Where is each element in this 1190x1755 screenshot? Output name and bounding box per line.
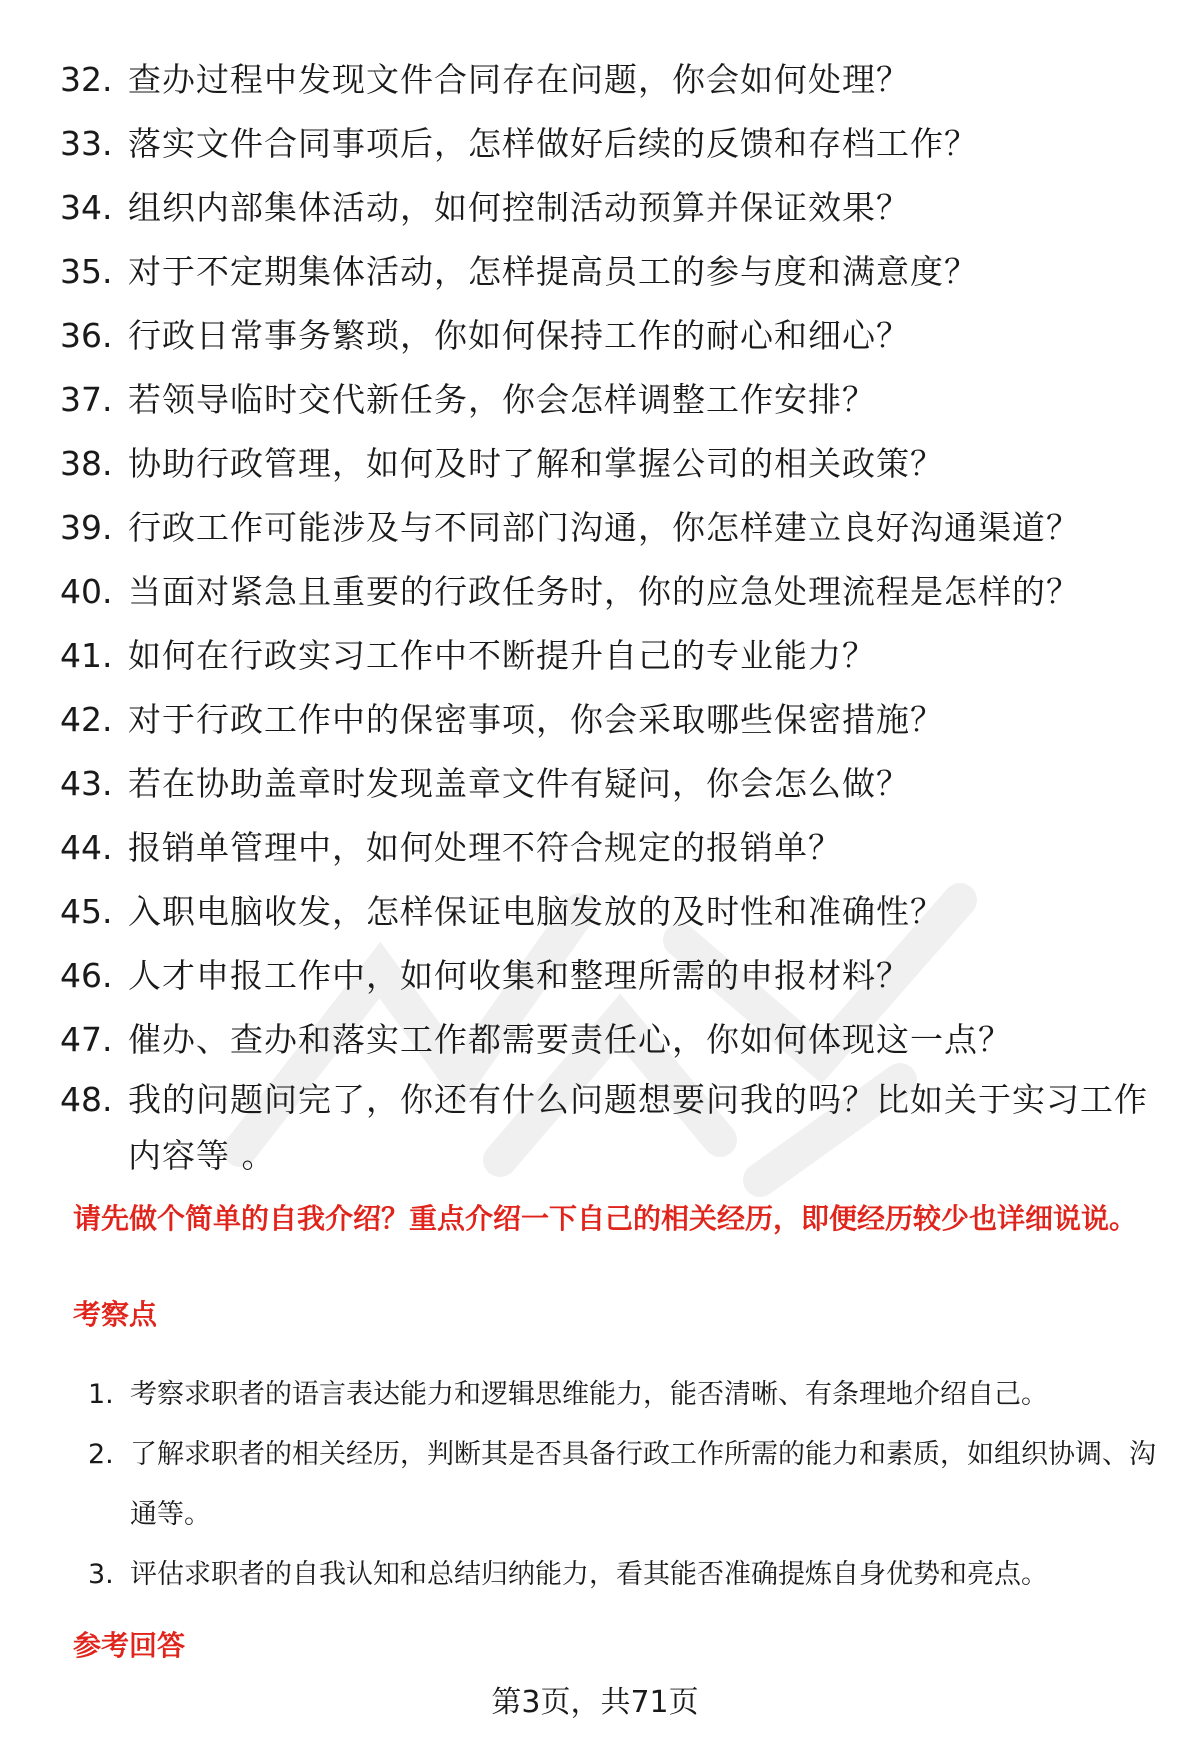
list-item [60,1072,1150,1184]
list-item [60,496,1150,560]
assessment-title: 考察点 [73,1298,158,1331]
list-item [60,688,1150,752]
question-text: 行政工作可能涉及与不同部门沟通，你怎样建立良好沟通渠道？ [128,508,1080,547]
point-text: 了解求职者的相关经历，判断其是否具备行政工作所需的能力和素质，如组织协调、沟通等。 [130,1439,1156,1530]
list-item [88,1425,1168,1545]
list-item [60,944,1150,1008]
question-number: 37. [60,380,113,419]
question-text: 查办过程中发现文件合同存在问题，你会如何处理？ [128,60,910,99]
list-item [60,112,1150,176]
question-number: 45. [60,892,113,931]
list-item [60,1008,1150,1072]
question-text: 入职电脑收发，怎样保证电脑发放的及时性和准确性？ [128,892,944,931]
question-text: 行政日常事务繁琐，你如何保持工作的耐心和细心？ [128,316,910,355]
point-number: 3. [88,1559,114,1590]
question-number: 35. [60,252,113,291]
question-number: 47. [60,1020,113,1059]
question-number: 43. [60,764,113,803]
question-number: 34. [60,188,113,227]
list-item [60,240,1150,304]
question-text: 组织内部集体活动，如何控制活动预算并保证效果？ [128,188,910,227]
question-text: 若在协助盖章时发现盖章文件有疑问，你会怎么做？ [128,764,910,803]
question-text: 若领导临时交代新任务，你会怎样调整工作安排？ [128,380,876,419]
list-item [60,48,1150,112]
question-number: 33. [60,124,113,163]
assessment-points [88,1365,1168,1605]
list-item [60,880,1150,944]
point-text: 评估求职者的自我认知和总结归纳能力，看其能否准确提炼自身优势和亮点。 [130,1559,1048,1590]
list-item [60,816,1150,880]
list-item [88,1365,1168,1425]
list-item [60,176,1150,240]
question-number: 46. [60,956,113,995]
question-text: 当面对紧急且重要的行政任务时，你的应急处理流程是怎样的？ [128,572,1080,611]
question-text: 对于行政工作中的保密事项，你会采取哪些保密措施？ [128,700,944,739]
question-text: 对于不定期集体活动，怎样提高员工的参与度和满意度？ [128,252,978,291]
question-number: 44. [60,828,113,867]
question-number: 32. [60,60,113,99]
question-number: 38. [60,444,113,483]
question-number: 41. [60,636,113,675]
question-text: 人才申报工作中，如何收集和整理所需的申报材料？ [128,956,910,995]
list-item [60,432,1150,496]
question-number: 36. [60,316,113,355]
question-number: 42. [60,700,113,739]
question-number: 48. [60,1080,113,1119]
list-item [60,624,1150,688]
question-text: 协助行政管理，如何及时了解和掌握公司的相关政策？ [128,444,944,483]
page-footer: 第3页，共71页 [491,1685,699,1720]
list-item [88,1545,1168,1605]
question-list [60,48,1150,1184]
list-item [60,752,1150,816]
question-text: 落实文件合同事项后，怎样做好后续的反馈和存档工作？ [128,124,978,163]
point-number: 1. [88,1379,114,1410]
question-text: 我的问题问完了，你还有什么问题想要问我的吗？比如关于实习工作内容等 。 [128,1080,1148,1175]
point-text: 考察求职者的语言表达能力和逻辑思维能力，能否清晰、有条理地介绍自己。 [130,1379,1048,1410]
question-text: 报销单管理中，如何处理不符合规定的报销单？ [128,828,842,867]
highlight-question: 请先做个简单的自我介绍？重点介绍一下自己的相关经历，即便经历较少也详细说说。 [73,1202,1138,1235]
question-number: 39. [60,508,113,547]
list-item [60,368,1150,432]
point-number: 2. [88,1439,114,1470]
reference-answer-title: 参考回答 [73,1629,186,1662]
question-text: 催办、查办和落实工作都需要责任心，你如何体现这一点？ [128,1020,1012,1059]
question-text: 如何在行政实习工作中不断提升自己的专业能力？ [128,636,876,675]
list-item [60,304,1150,368]
question-number: 40. [60,572,113,611]
list-item [60,560,1150,624]
